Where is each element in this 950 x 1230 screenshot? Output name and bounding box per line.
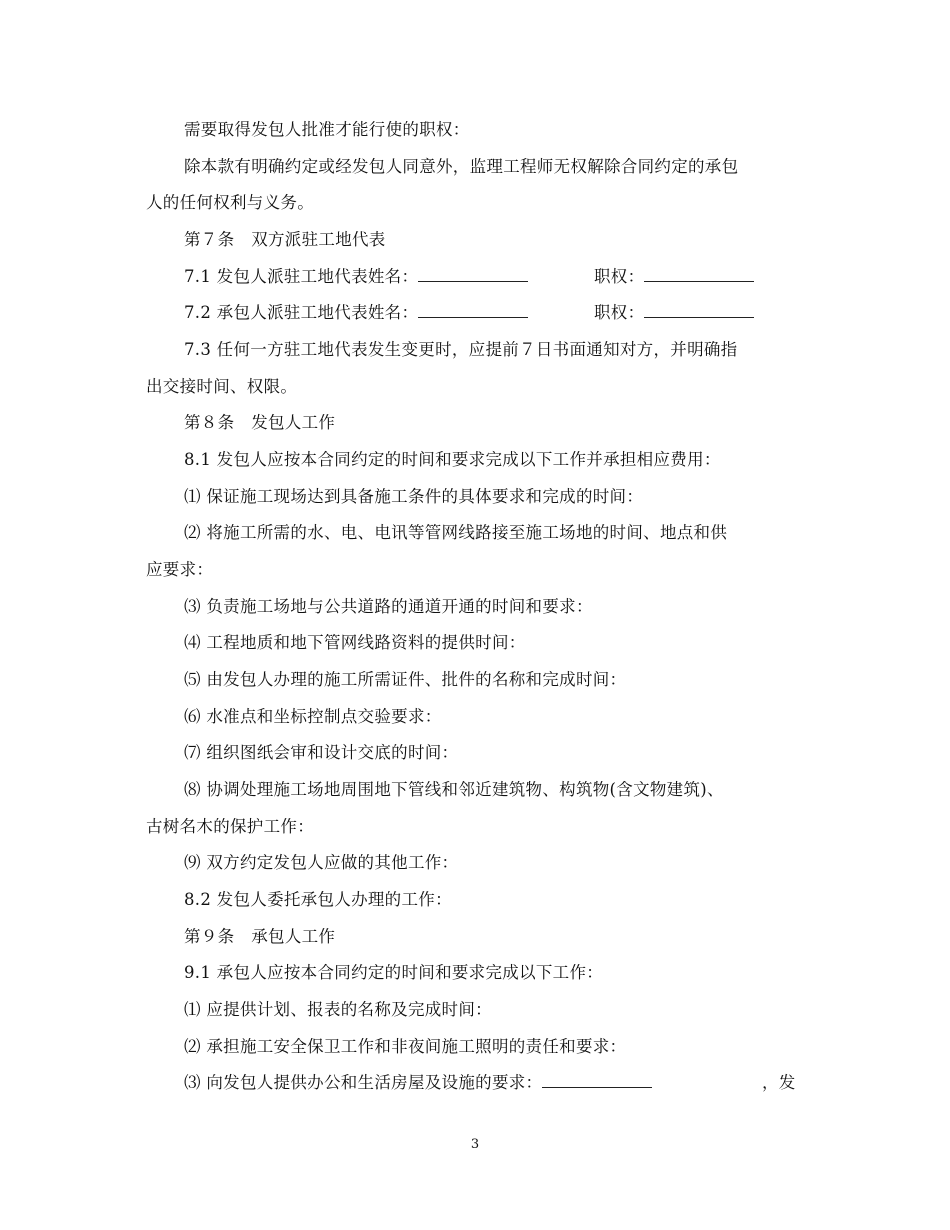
contractor-rep-authority-blank[interactable] bbox=[644, 303, 754, 318]
clause-7-1 bbox=[184, 267, 528, 287]
article-8-heading: 第８条 发包人工作 bbox=[184, 413, 336, 432]
list-item-9-1-2: ⑵ 承担施工安全保卫工作和非夜间施工照明的责任和要求： bbox=[184, 1037, 627, 1056]
list-item-8-1-8-line1: ⑻ 协调处理施工场地周围地下管线和邻近建筑物、构筑物(含文物建筑)、 bbox=[184, 780, 724, 799]
clause-8-2: 8.2 发包人委托承包人办理的工作： bbox=[184, 890, 452, 909]
list-item-9-1-3-label: ⑶ 向发包人提供办公和生活房屋及设施的要求： bbox=[184, 1073, 543, 1092]
clause-7-2-label: 7.2 承包人派驻工地代表姓名： bbox=[184, 303, 419, 322]
contractor-rep-name-blank[interactable] bbox=[418, 303, 528, 318]
list-item-8-1-7: ⑺ 组织图纸会审和设计交底的时间： bbox=[184, 743, 459, 762]
list-item-8-1-2-line1: ⑵ 将施工所需的水、电、电讯等管网线路接至施工场地的时间、地点和供 bbox=[184, 523, 728, 542]
clause-7-1-role-label: 职权： bbox=[594, 267, 645, 286]
clause-7-1-label: 7.1 发包人派驻工地代表姓名： bbox=[184, 267, 419, 286]
clause-7-3-line1: 7.3 任何一方驻工地代表发生变更时，应提前７日书面通知对方，并明确指 bbox=[184, 340, 738, 359]
list-item-9-1-3 bbox=[184, 1073, 652, 1093]
list-item-9-1-1: ⑴ 应提供计划、报表的名称及完成时间： bbox=[184, 1000, 492, 1019]
list-item-8-1-1: ⑴ 保证施工现场达到具备施工条件的具体要求和完成的时间： bbox=[184, 487, 644, 506]
employer-rep-name-blank[interactable] bbox=[418, 267, 528, 282]
clause-7-2-role bbox=[594, 303, 754, 323]
office-housing-requirements-blank[interactable] bbox=[542, 1073, 652, 1088]
list-item-8-1-8-line2: 古树名木的保护工作： bbox=[146, 817, 314, 836]
paragraph-authority-approval: 需要取得发包人批准才能行使的职权： bbox=[184, 120, 470, 139]
article-9-heading: 第９条 承包人工作 bbox=[184, 927, 336, 946]
clause-7-2-role-label: 职权： bbox=[594, 303, 645, 322]
list-item-8-1-3: ⑶ 负责施工场地与公共道路的通道开通的时间和要求： bbox=[184, 597, 593, 616]
list-item-8-1-6: ⑹ 水准点和坐标控制点交验要求： bbox=[184, 707, 442, 726]
clause-7-1-role bbox=[594, 267, 754, 287]
clause-7-2 bbox=[184, 303, 528, 323]
employer-rep-authority-blank[interactable] bbox=[644, 267, 754, 282]
clause-7-3-line2: 出交接时间、权限。 bbox=[146, 377, 298, 396]
paragraph-supervisor-restriction-line2: 人的任何权利与义务。 bbox=[146, 193, 314, 212]
list-item-9-1-3-tail: ，发 bbox=[762, 1073, 796, 1092]
list-item-8-1-5: ⑸ 由发包人办理的施工所需证件、批件的名称和完成时间： bbox=[184, 670, 627, 689]
paragraph-supervisor-restriction-line1: 除本款有明确约定或经发包人同意外，监理工程师无权解除合同约定的承包 bbox=[184, 157, 739, 176]
clause-9-1: 9.1 承包人应按本合同约定的时间和要求完成以下工作： bbox=[184, 963, 604, 982]
page-number: 3 bbox=[470, 1137, 480, 1152]
list-item-8-1-2-line2: 应要求： bbox=[146, 560, 214, 579]
clause-8-1: 8.1 发包人应按本合同约定的时间和要求完成以下工作并承担相应费用： bbox=[184, 450, 721, 469]
list-item-8-1-9: ⑼ 双方约定发包人应做的其他工作： bbox=[184, 853, 459, 872]
list-item-8-1-4: ⑷ 工程地质和地下管网线路资料的提供时间： bbox=[184, 633, 526, 652]
article-7-heading: 第７条 双方派驻工地代表 bbox=[184, 230, 386, 249]
